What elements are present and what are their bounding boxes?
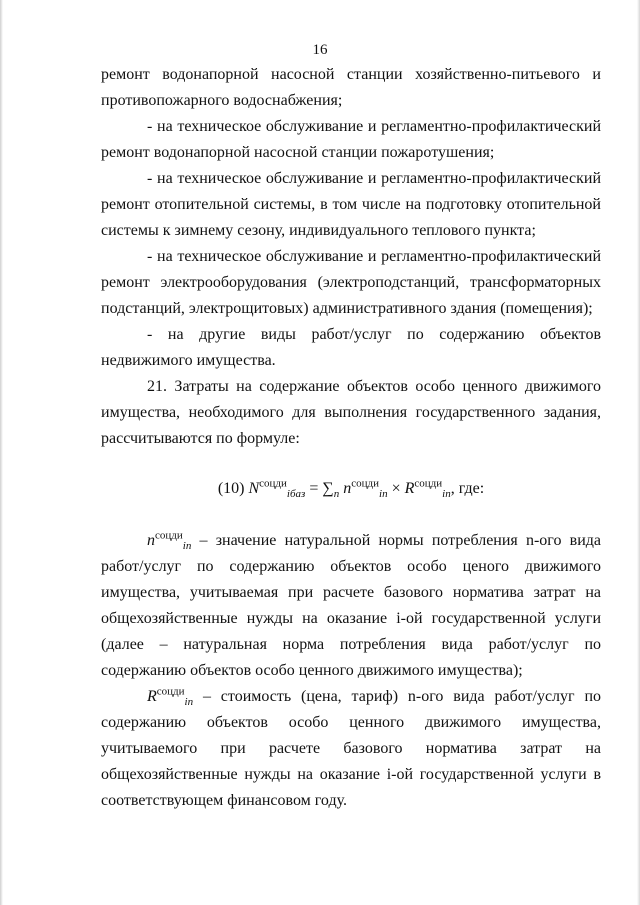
document-body <box>101 62 601 814</box>
formula-number: (10) <box>217 480 245 497</box>
formula-sum: ∑ <box>322 480 334 497</box>
definition-n-symbol: n <box>147 532 155 549</box>
definition-r-symbol: R <box>147 688 157 705</box>
paragraph-2: - на техническое обслуживание и регламентно-профилактический ремонт водонапорной насосной станции пожаротушения; <box>101 118 601 161</box>
formula-equals: = <box>309 480 319 497</box>
page-number: 16 <box>312 42 328 58</box>
paragraph-1: ремонт водонапорной насосной станции хозяйственно-питьевого и противопожарного водоснабжения; <box>101 66 601 109</box>
formula-10 <box>101 472 601 506</box>
paragraph-5: - на другие виды работ/услуг по содержанию объектов недвижимого имущества. <box>101 326 601 369</box>
formula-lhs-sub: iбаз <box>286 488 306 501</box>
formula-lhs-symbol: N <box>248 480 260 497</box>
formula-r-symbol: R <box>404 480 415 497</box>
formula-r-sup: соцди <box>414 477 443 490</box>
definition-r <box>101 684 601 814</box>
formula-n-sub: in <box>379 488 388 501</box>
formula-times: × <box>391 480 401 497</box>
formula-n-sup: соцди <box>351 477 380 490</box>
definition-n-sub: in <box>182 540 192 553</box>
formula-lhs-sup: соцди <box>259 477 287 490</box>
formula-sum-sub: n <box>333 488 340 501</box>
definition-r-text: – стоимость (цена, тариф) n-ого вида работ/услуг по содержанию объектов особо ценного движимого имущества, учитываемого при расчете базового норматива затрат на общехозяйственные нужды на оказание i-ой государственной услуги в соответствующем финансовом году. <box>101 688 601 809</box>
scan-edge-left <box>0 0 3 905</box>
formula-suffix: , где: <box>450 480 485 497</box>
paragraph-3: - на техническое обслуживание и регламентно-профилактический ремонт отопительной системы, в том числе на подготовку отопительной системы к зимнему сезону, индивидуального теплового пункта; <box>101 170 601 239</box>
definition-n-text: – значение натуральной нормы потребления n-ого вида работ/услуг по содержанию объектов особо ценого движимого имущества, учитываемая при расчете базового норматива затрат на общехозяйственные нужды на оказание i-ой государственной услуги (далее – натуральная норма потребления вида работ/услуг по содержанию объектов особо ценного движимого имущества); <box>101 532 601 679</box>
paragraph-4: - на техническое обслуживание и регламентно-профилактический ремонт электрооборудования (электроподстанций, трансформаторных подстанций, электрощитовых) административного здания (помещения); <box>101 248 601 317</box>
definition-r-sub: in <box>184 696 194 709</box>
definition-n-sup: соцди <box>155 529 183 542</box>
paragraph-6: 21. Затраты на содержание объектов особо ценного движимого имущества, необходимого для выполнения государственного задания, рассчитываются по формуле: <box>101 378 601 447</box>
formula-r-sub: in <box>442 488 451 501</box>
definition-r-sup: соцди <box>156 685 185 698</box>
formula-n-symbol: n <box>343 480 352 497</box>
definition-n <box>101 528 601 684</box>
